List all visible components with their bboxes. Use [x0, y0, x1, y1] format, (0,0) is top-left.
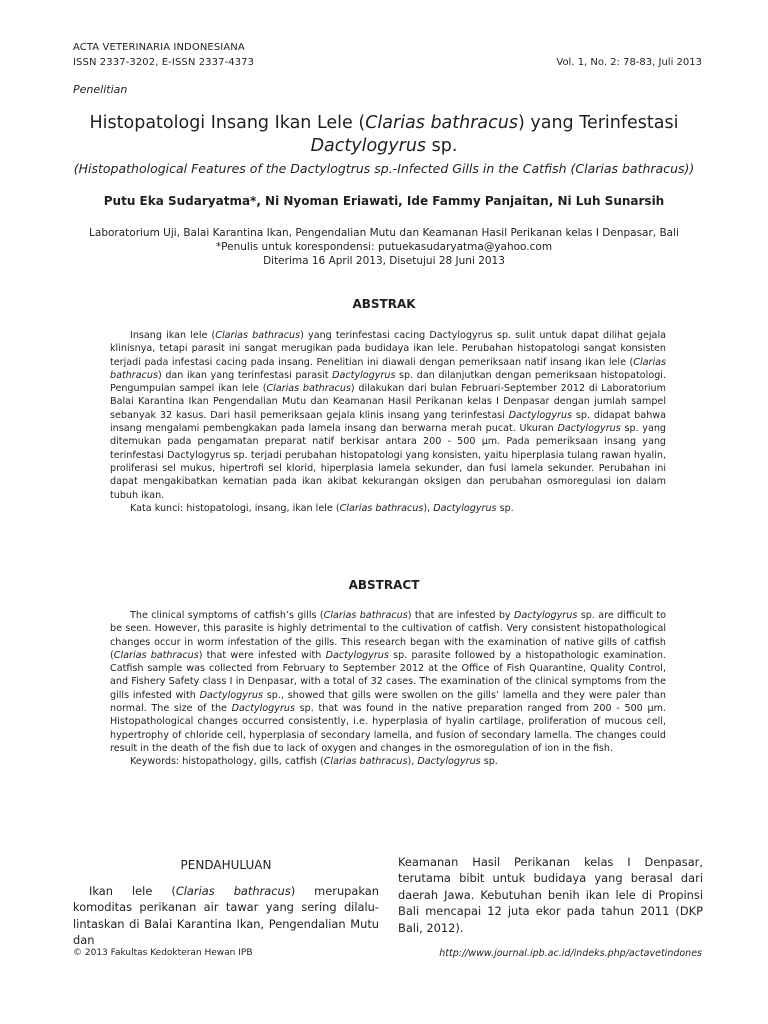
intro-italic: Clarias bathracus	[175, 884, 291, 898]
abstract-text: The clinical symptoms of catfish’s gills (	[130, 610, 324, 621]
abstract-body	[110, 609, 666, 769]
keyword-text: ),	[407, 756, 418, 768]
abstract-text: ) that were infested with	[198, 649, 326, 661]
journal-name: ACTA VETERINARIA INDONESIANA	[73, 42, 245, 53]
journal-issn: ISSN 2337-3202, E-ISSN 2337-4373	[73, 57, 255, 68]
affiliation-lab: Laboratorium Uji, Balai Karantina Ikan, Pengendalian Mutu dan Keamanan Hasil Perikanan kelas I Denpasar, Bali	[89, 227, 679, 239]
abstrak-heading: ABSTRAK	[352, 297, 416, 311]
abstract-keywords	[110, 755, 666, 768]
abstrak-italic: Clarias bathracus	[215, 330, 301, 341]
correspondence: *Penulis untuk korespondensi: putuekasudaryatma@yahoo.com	[215, 241, 553, 253]
footer-copyright: © 2013 Fakultas Kedokteran Hewan IPB	[73, 948, 253, 958]
footer-url[interactable]: http://www.journal.ipb.ac.id/indeks.php/actavetindones	[439, 948, 702, 959]
intro-text: Ikan lele (	[89, 884, 176, 898]
abstract-italic: Dactylogyrus	[514, 610, 578, 621]
keyword-italic: Clarias bathracus	[339, 502, 424, 514]
abstract-text: sp. are difficult to be seen. However, this parasite is highly detrimental to the cultivation of catfish. Very consistent histopathological changes occur in worm infestation of the gills. This research began with the examination of native gills of catfish (	[110, 610, 666, 661]
abstract-italic: Clarias bathracus	[323, 610, 408, 621]
keyword-italic: Dactylogyrus	[417, 756, 481, 768]
title-genus: Dactylogyrus	[310, 135, 427, 156]
abstrak-text: sp. dan dilanjutkan dengan pemeriksaan histopatologi. Pengumpulan sampel ikan lele (	[110, 369, 666, 395]
abstrak-text: ) dilakukan dari bulan Februari-September 2012 di Laboratorium Balai Karantina Ikan Pengendalian Mutu dan Keamanan Hasil Perikanan kelas I Denpasar dengan jumlah sampel sebanyak 32 kasus. Dari hasil pemeriksaan gejala klinis insang yang terinfestasi	[110, 383, 666, 421]
keyword-text: sp.	[480, 756, 498, 768]
title-species: Clarias bathracus	[365, 112, 518, 133]
intro-text: ) merupakan komoditas perikanan air tawar yang sering dilalu-lintaskan di Balai Karantina Ikan, Pengendalian Mutu dan	[73, 884, 379, 948]
title-text-3: sp.	[426, 135, 458, 156]
keyword-text: Keywords: histopathology, gills, catfish (	[130, 756, 324, 768]
abstrak-text: sp. didapat bahwa insang mengalami pembengkakan pada lamela insang dan berwarna merah pucat. Ukuran	[110, 409, 666, 435]
introduction-heading: PENDAHULUAN	[180, 858, 272, 872]
journal-volume: Vol. 1, No. 2: 78-83, Juli 2013	[556, 57, 702, 68]
abstrak-keywords	[110, 502, 666, 515]
abstract-heading: ABSTRACT	[348, 578, 420, 592]
abstract-text: ) that are infested by	[407, 610, 515, 621]
abstrak-text: Insang ikan lele (	[130, 330, 216, 341]
abstract-text: sp. parasite followed by a histopathologic examination. Catfish sample was collected from February to September 2012 at the Office of Fish Quarantine, Quality Control, and Fishery Safety class I in Denpasar, with a total of 32 cases. The examination of the clinical symptoms from the gills infested with	[110, 649, 666, 701]
abstrak-italic: Clarias bathracus	[266, 383, 351, 395]
abstrak-body	[110, 329, 666, 515]
introduction-left-column	[73, 883, 379, 949]
title-text-1: Histopatologi Insang Ikan Lele (	[89, 112, 366, 133]
abstrak-italic: Clarias bathracus	[110, 356, 666, 381]
abstract-paragraph	[110, 609, 666, 755]
keyword-text: sp.	[496, 502, 514, 514]
abstrak-text: ) dan ikan yang terinfestasi parasit	[158, 369, 333, 381]
author-list: Putu Eka Sudaryatma*, Ni Nyoman Eriawati, Ide Fammy Panjaitan, Ni Luh Sunarsih	[103, 194, 665, 208]
abstract-text: sp., showed that gills were swollen on the gills’ lamella and they were paler than normal. The size of the	[110, 689, 666, 715]
abstrak-italic: Dactylogyrus	[508, 409, 573, 421]
abstrak-italic: Dactylogyrus	[557, 423, 621, 435]
abstrak-paragraph	[110, 329, 666, 502]
abstrak-italic: Dactylogyrus	[332, 369, 396, 381]
received-accepted-dates: Diterima 16 April 2013, Disetujui 28 Juni 2013	[263, 255, 505, 267]
abstract-italic: Dactylogyrus	[199, 689, 263, 701]
abstrak-text: sp. yang ditemukan pada pengamatan preparat natif berkisar antara 200 - 500 µm. Pada pemeriksaan insang yang terinfestasi Dactylogyrus sp. terjadi perubahan histopatologi yang konsisten, yaitu hiperplasia tulang rawan hyalin, proliferasi sel mukus, hipertrofi sel klorid, hiperplasia lamela sekunder, dan fusi lamela sekunder. Perubahan ini dapat mengakibatkan kematian pada ikan akibat kekurangan oksigen dan perubahan osmoregulasi ion dalam tubuh ikan.	[110, 423, 666, 501]
article-category: Penelitian	[73, 83, 128, 96]
abstract-italic: Dactylogyrus	[325, 649, 389, 661]
title-text-2: ) yang Terinfestasi	[518, 112, 679, 133]
abstrak-text: ) yang terinfestasi cacing Dactylogyrus sp. sulit untuk dapat dilihat gejala klinisnya, tetapi parasit ini sangat merugikan pada budidaya ikan lele. Perubahan histopatologi sangat konsisten terjadi pada infestasi cacing pada insang. Penelitian ini diawali dengan pemeriksaan natif insang ikan lele (	[110, 330, 666, 368]
keyword-italic: Dactylogyrus	[433, 502, 497, 514]
affiliation-block	[40, 226, 728, 268]
keyword-italic: Clarias bathracus	[323, 756, 408, 768]
keyword-text: Kata kunci: histopatologi, insang, ikan lele (	[130, 502, 340, 514]
abstract-italic: Dactylogyrus	[231, 703, 295, 715]
article-subtitle: (Histopathological Features of the Dactylogtrus sp.-Infected Gills in the Catfish (Clarias bathracus))	[73, 161, 695, 176]
abstract-text: sp. that was found in the native preparation ranged from 200 - 500 µm. Histopathological changes occurred consistently, i.e. hyperplasia of hyalin cartilage, proliferation of mucous cell, hypertrophy of chloride cell, hyperplasia of secondary lamella, and fusion of secondary lamella. The changes could result in the death of the fish due to lack of oxygen and changes in the osmoregulation of ion in the fish.	[110, 703, 666, 754]
journal-header	[73, 40, 254, 70]
keyword-text: ),	[423, 502, 434, 514]
introduction-right-column: Keamanan Hasil Perikanan kelas I Denpasar, terutama bibit untuk budidaya yang berasal dari daerah Jawa. Kebutuhan benih ikan lele di Propinsi Bali mencapai 12 juta ekor pada tahun 2011 (DKP Bali, 2012).	[398, 855, 703, 935]
article-title	[60, 112, 708, 158]
abstract-italic: Clarias bathracus	[113, 649, 199, 661]
